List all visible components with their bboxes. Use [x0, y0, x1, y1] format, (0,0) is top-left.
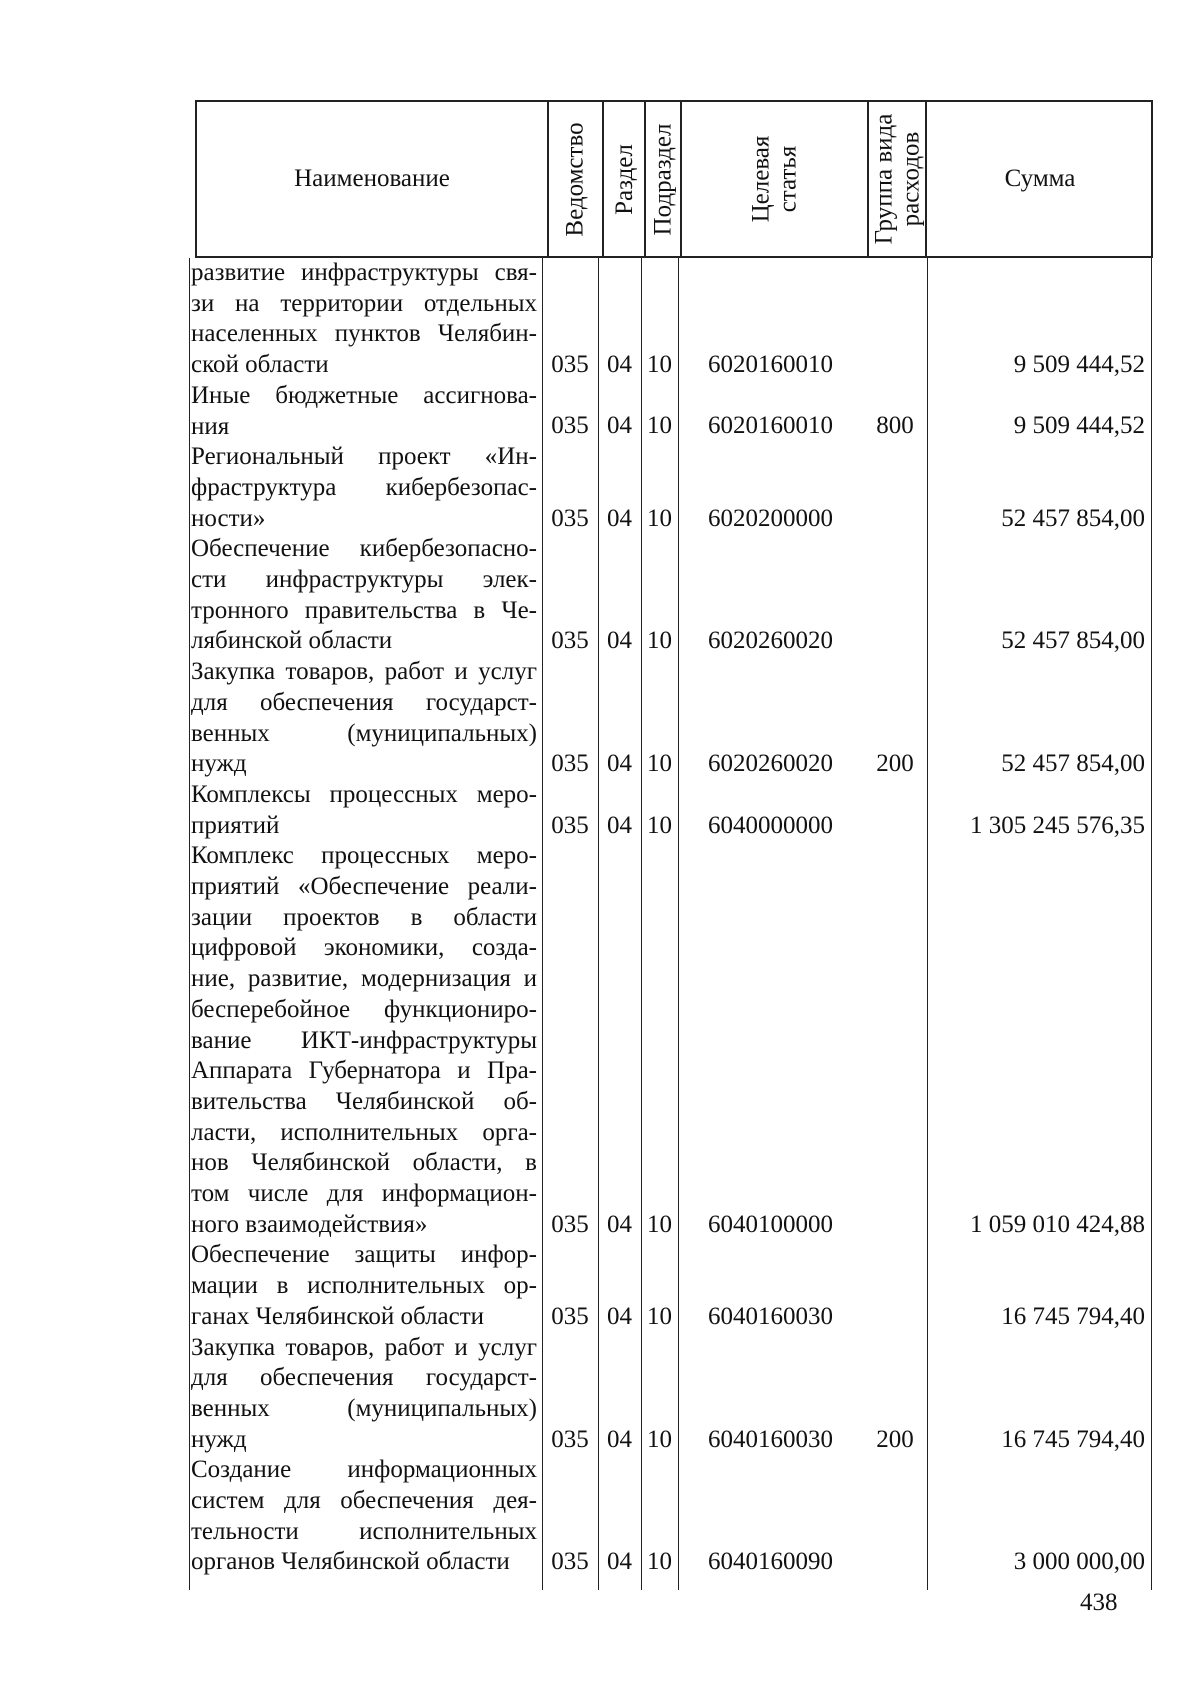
row-name-line: ской области: [191, 351, 329, 379]
table-row: [189, 1240, 1153, 1332]
row-razdel: 04: [607, 1210, 632, 1238]
table-row: [189, 258, 1153, 381]
row-gruppa: 800: [876, 412, 914, 440]
row-razdel: 04: [607, 1548, 632, 1576]
row-vedomstvo: 035: [551, 412, 589, 440]
table-row: [189, 841, 1153, 1240]
header-vedomstvo-cell: [549, 102, 604, 256]
header-razdel: Раздел: [610, 143, 638, 215]
header-celevaya-line1: Целевая: [747, 135, 775, 223]
row-celevaya: 6020200000: [708, 504, 833, 532]
row-name-line: бесперебойное функциониро-: [191, 995, 537, 1023]
row-name-line: вание ИКТ-инфраструктуры: [191, 1026, 537, 1054]
header-name: Наименование: [294, 165, 450, 192]
row-razdel: 04: [607, 627, 632, 655]
header-vedomstvo: Ведомство: [562, 121, 590, 237]
row-podrazdel: 10: [647, 412, 672, 440]
table-row: [189, 657, 1153, 780]
header-razdel-cell: [604, 102, 646, 256]
row-name: [191, 1240, 537, 1332]
header-summa-cell: [927, 102, 1153, 256]
row-name-line: зации проектов в области: [191, 903, 537, 931]
table-row: [189, 534, 1153, 657]
row-razdel: 04: [607, 1302, 632, 1330]
header-gruppa-cell: [869, 102, 927, 256]
row-name: [191, 1333, 537, 1456]
row-name-line: ласти, исполнительных орга-: [191, 1118, 537, 1146]
row-podrazdel: 10: [647, 1548, 672, 1576]
header-name-cell: [197, 102, 549, 256]
row-name-line: нужд: [191, 750, 247, 778]
row-name-line: Региональный проект «Ин-: [191, 443, 537, 471]
header-summa: Сумма: [1004, 165, 1076, 192]
row-name-line: Создание информационных: [191, 1456, 537, 1484]
row-name-line: вительства Челябинской об-: [191, 1087, 537, 1115]
row-name: [191, 442, 537, 534]
row-podrazdel: 10: [647, 750, 672, 778]
row-name: [191, 1455, 537, 1578]
row-name-line: ного взаимодействия»: [191, 1210, 428, 1238]
row-razdel: 04: [607, 750, 632, 778]
row-name-line: органов Челябинской области: [191, 1548, 510, 1576]
row-name-line: Иные бюджетные ассигнова-: [191, 381, 537, 409]
table-row: [189, 442, 1153, 534]
row-podrazdel: 10: [647, 1425, 672, 1453]
table-body: [189, 258, 1153, 1590]
row-vedomstvo: 035: [551, 1210, 589, 1238]
header-gruppa-line2: расходов: [897, 131, 924, 227]
row-name: [191, 258, 537, 381]
row-name-line: мации в исполнительных ор-: [191, 1272, 537, 1300]
row-name-line: ганах Челябинской области: [191, 1302, 485, 1330]
row-name: [191, 534, 537, 657]
header-celevaya-line2: статья: [774, 145, 802, 213]
row-name-line: Закупка товаров, работ и услуг: [191, 1333, 537, 1361]
row-celevaya: 6040160030: [708, 1425, 833, 1453]
row-razdel: 04: [607, 351, 632, 379]
row-name: [191, 381, 537, 442]
header-gruppa: [870, 114, 924, 245]
table-row: [189, 780, 1153, 841]
row-name-line: приятий «Обеспечение реали-: [191, 873, 537, 900]
row-name-line: для обеспечения государст-: [191, 688, 537, 716]
row-summa: 1 305 245 576,35: [970, 811, 1145, 839]
row-name: [191, 657, 537, 780]
row-name-line: Комплексы процессных меро-: [191, 780, 537, 808]
row-podrazdel: 10: [647, 1302, 672, 1330]
header-celevaya-cell: [682, 102, 869, 256]
row-vedomstvo: 035: [551, 351, 589, 379]
row-summa: 1 059 010 424,88: [970, 1210, 1145, 1238]
row-vedomstvo: 035: [551, 1548, 589, 1576]
row-podrazdel: 10: [647, 1210, 672, 1238]
table-header: [195, 100, 1153, 258]
row-celevaya: 6020160010: [708, 351, 833, 379]
row-vedomstvo: 035: [551, 504, 589, 532]
row-razdel: 04: [607, 811, 632, 839]
row-summa: 9 509 444,52: [1013, 412, 1145, 440]
table-row: [189, 1455, 1153, 1578]
row-name-line: Обеспечение кибербезопасно-: [191, 535, 537, 563]
header-gruppa-line1: Группа вида: [870, 113, 897, 245]
row-vedomstvo: 035: [551, 750, 589, 778]
row-name-line: цифровой экономики, созда-: [191, 934, 537, 962]
row-summa: 52 457 854,00: [1001, 504, 1145, 532]
row-name-line: зи на территории отдельных: [191, 289, 537, 317]
row-name-line: венных (муниципальных): [191, 719, 537, 747]
row-gruppa: 200: [876, 750, 914, 778]
row-razdel: 04: [607, 1425, 632, 1453]
table-row: [189, 381, 1153, 442]
row-vedomstvo: 035: [551, 1425, 589, 1453]
row-name-line: нужд: [191, 1425, 247, 1453]
row-summa: 52 457 854,00: [1001, 627, 1145, 655]
row-vedomstvo: 035: [551, 627, 589, 655]
row-summa: 52 457 854,00: [1001, 750, 1145, 778]
row-gruppa: 200: [876, 1425, 914, 1453]
header-podrazdel: Подраздел: [649, 123, 677, 235]
row-name-line: приятий: [191, 811, 280, 839]
row-name-line: том числе для информацион-: [191, 1180, 537, 1208]
row-name-line: венных (муниципальных): [191, 1394, 537, 1422]
row-name-line: развитие инфраструктуры свя-: [191, 259, 537, 286]
row-celevaya: 6040160030: [708, 1302, 833, 1330]
row-razdel: 04: [607, 504, 632, 532]
row-summa: 9 509 444,52: [1013, 351, 1145, 379]
row-name-line: ния: [191, 412, 230, 440]
row-name-line: Закупка товаров, работ и услуг: [191, 658, 537, 686]
row-vedomstvo: 035: [551, 811, 589, 839]
row-celevaya: 6020160010: [708, 412, 833, 440]
row-celevaya: 6040160090: [708, 1548, 833, 1576]
row-celevaya: 6040100000: [708, 1210, 833, 1238]
row-name-line: тронного правительства в Че-: [191, 596, 537, 624]
row-name-line: Обеспечение защиты инфор-: [191, 1241, 537, 1269]
row-podrazdel: 10: [647, 627, 672, 655]
row-podrazdel: 10: [647, 351, 672, 379]
row-summa: 16 745 794,40: [1001, 1302, 1145, 1330]
row-name-line: Комплекс процессных меро-: [191, 842, 537, 870]
row-name-line: для обеспечения государст-: [191, 1364, 537, 1392]
row-summa: 3 000 000,00: [1013, 1548, 1145, 1576]
header-podrazdel-cell: [646, 102, 682, 256]
row-name-line: сти инфраструктуры элек-: [191, 566, 537, 593]
row-vedomstvo: 035: [551, 1302, 589, 1330]
row-summa: 16 745 794,40: [1001, 1425, 1145, 1453]
row-name-line: лябинской области: [191, 627, 393, 655]
row-name: [191, 841, 537, 1240]
row-celevaya: 6040000000: [708, 811, 833, 839]
row-name-line: тельности исполнительных: [191, 1517, 537, 1545]
row-celevaya: 6020260020: [708, 627, 833, 655]
row-podrazdel: 10: [647, 504, 672, 532]
row-name-line: ности»: [191, 504, 266, 532]
row-razdel: 04: [607, 412, 632, 440]
row-celevaya: 6020260020: [708, 750, 833, 778]
table-row: [189, 1333, 1153, 1456]
row-name-line: Аппарата Губернатора и Пра-: [191, 1057, 537, 1085]
row-name-line: систем для обеспечения дея-: [191, 1487, 537, 1514]
row-name-line: нов Челябинской области, в: [191, 1149, 537, 1177]
page-number: 438: [1080, 1589, 1118, 1616]
row-podrazdel: 10: [647, 811, 672, 839]
header-celevaya: [747, 136, 801, 223]
row-name-line: ние, развитие, модернизация и: [191, 965, 537, 993]
row-name: [191, 780, 537, 841]
row-name-line: фраструктура кибербезопас-: [191, 473, 537, 501]
row-name-line: населенных пунктов Челябин-: [191, 320, 537, 348]
